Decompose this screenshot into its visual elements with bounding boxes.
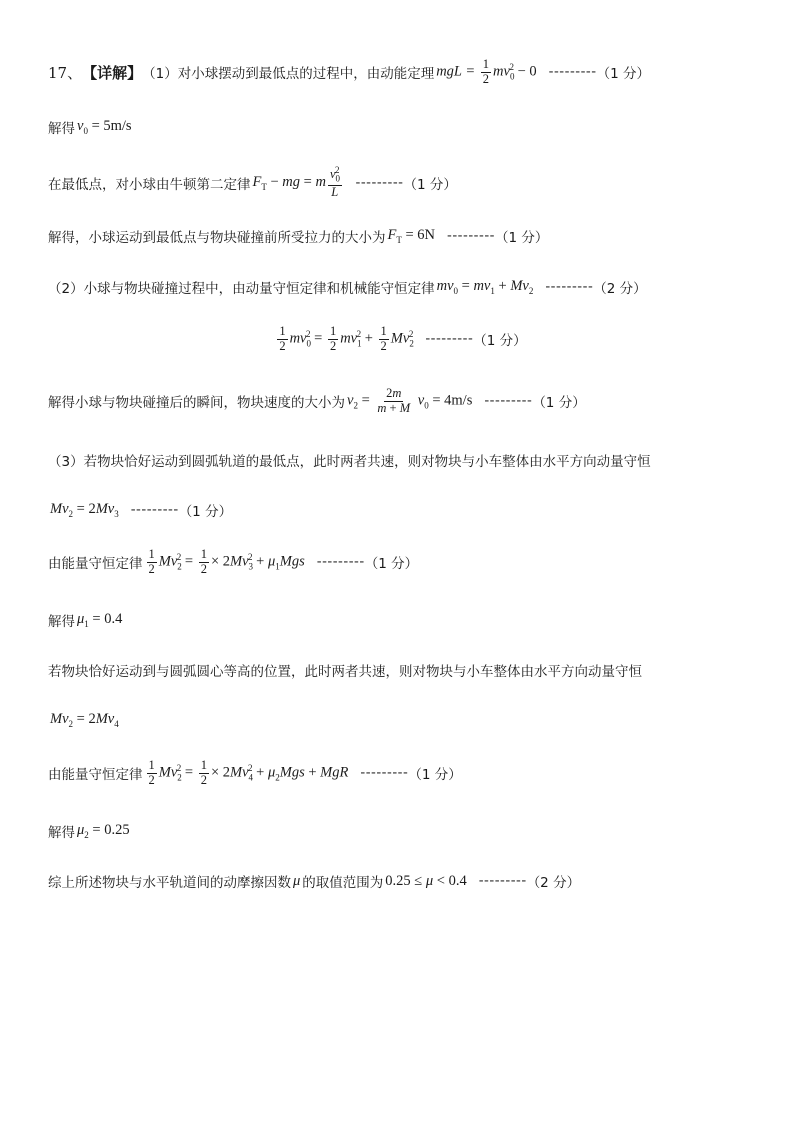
line-5-text: （2）小球与物块碰撞过程中，由动量守恒定律和机械能守恒定律 [48,281,435,297]
solution-line-11 [48,610,760,630]
dash-10: --------- [316,554,365,571]
dash-3: --------- [355,174,404,191]
line-16-text-a: 综上所述物块与水平轨道间的动摩擦因数 [48,875,291,891]
solution-line-9 [48,500,760,520]
formula-mu-symbol: μ [293,872,301,889]
line-1-text: （1）对小球摆动到最低点的过程中，由动能定理 [142,66,435,83]
score-9: （1 分） [178,504,233,520]
line-7-text: 解得小球与物块碰撞后的瞬间，物块速度的大小为 [48,395,345,412]
formula-energy-3: $\frac{1}{2}$ $Mv_2^2$ = $\frac{1}{2}$ × $2Mv_3^2 + \mu_1Mgs$ [148,547,305,576]
solution-line-8 [48,450,760,470]
solution-line-6 [0,325,800,354]
formula-tension: $F_T = 6N$ [387,227,436,245]
solution-line-7 [48,387,760,416]
formula-mu1: $\mu_1 = 0.4$ [77,611,123,629]
solution-line-12 [48,660,760,680]
solution-line-2 [48,117,760,137]
formula-v0: $v_0 = 5m/s$ [77,118,132,136]
solution-line-10 [48,548,760,577]
solution-line-5 [48,277,760,297]
formula-mu2: $\mu_2 = 0.25$ [77,822,130,840]
formula-newton-second: $F_T$ − mg = m $\frac{v_0^2}{L}$ [252,165,341,199]
dash-5: --------- [545,279,594,295]
formula-momentum-3: $Mv_2 = 2Mv_3$ [50,501,119,519]
formula-mech-energy: $\frac{1}{2}$ $mv_0^2$ = $\frac{1}{2}$ $mv_1^2$ + $\frac{1}{2}$ $Mv_2^2$ [279,324,414,353]
formula-energy-theorem: mgL = $\frac{1}{2}$ $mv_0^2 - 0$ [436,57,537,86]
dash-1: --------- [548,64,597,81]
line-3-text: 在最低点，对小球由牛顿第二定律 [48,176,251,193]
line-4-text: 解得，小球运动到最低点与物块碰撞前所受拉力的大小为 [48,230,386,246]
dash-16: --------- [478,873,527,889]
score-1: （1 分） [596,66,650,83]
score-7: （1 分） [532,395,586,412]
score-14: （1 分） [408,767,462,784]
solution-line-4 [48,226,760,246]
line-14-text: 由能量守恒定律 [48,767,143,784]
formula-v2: $v_2$ = $\frac{2m}{m + M}$ $v_0 = 4m/s$ [347,386,473,415]
formula-momentum-4: $Mv_2 = 2Mv_4$ [50,711,119,729]
line-2-text: 解得 [48,121,75,137]
formula-energy-4: $\frac{1}{2}$ $Mv_2^2$ = $\frac{1}{2}$ × $2Mv_4^2 + \mu_2Mgs$ + MgR [148,758,349,787]
score-10: （1 分） [364,556,419,573]
dash-4: --------- [447,228,495,244]
solution-line-13 [48,711,760,729]
score-5: （2 分） [593,281,647,297]
dash-6: --------- [425,331,474,348]
line-10-text: 由能量守恒定律 [48,556,143,573]
formula-momentum: $mv_0 = mv_1 + Mv_2$ [436,278,534,296]
score-16: （2 分） [526,875,581,891]
score-6: （1 分） [473,333,527,350]
formula-mu-range: 0.25 ≤ μ < 0.4 [385,872,467,889]
line-15-text: 解得 [48,825,75,841]
score-3: （1 分） [403,176,457,193]
line-11-text: 解得 [48,614,75,630]
solution-line-14 [48,759,760,788]
dash-14: --------- [360,765,409,782]
solution-line-3 [48,166,760,199]
line-12-text: 若物块恰好运动到与圆弧圆心等高的位置，此时两者共速，则对物块与小车整体由水平方向动量守恒 [48,664,642,680]
score-4: （1 分） [494,230,549,246]
solution-line-1 [48,58,760,87]
solution-line-16 [48,871,760,891]
solution-line-15 [48,821,760,841]
line-8-text: （3）若物块恰好运动到圆弧轨道的最低点，此时两者共速，则对物块与小车整体由水平方向动量守恒 [48,454,651,470]
problem-number: 17、 [48,63,83,82]
detail-label: 【详解】 [82,63,143,82]
dash-7: --------- [484,393,533,410]
dash-9: --------- [130,502,179,518]
line-16-text-b: 的取值范围为 [302,875,384,891]
